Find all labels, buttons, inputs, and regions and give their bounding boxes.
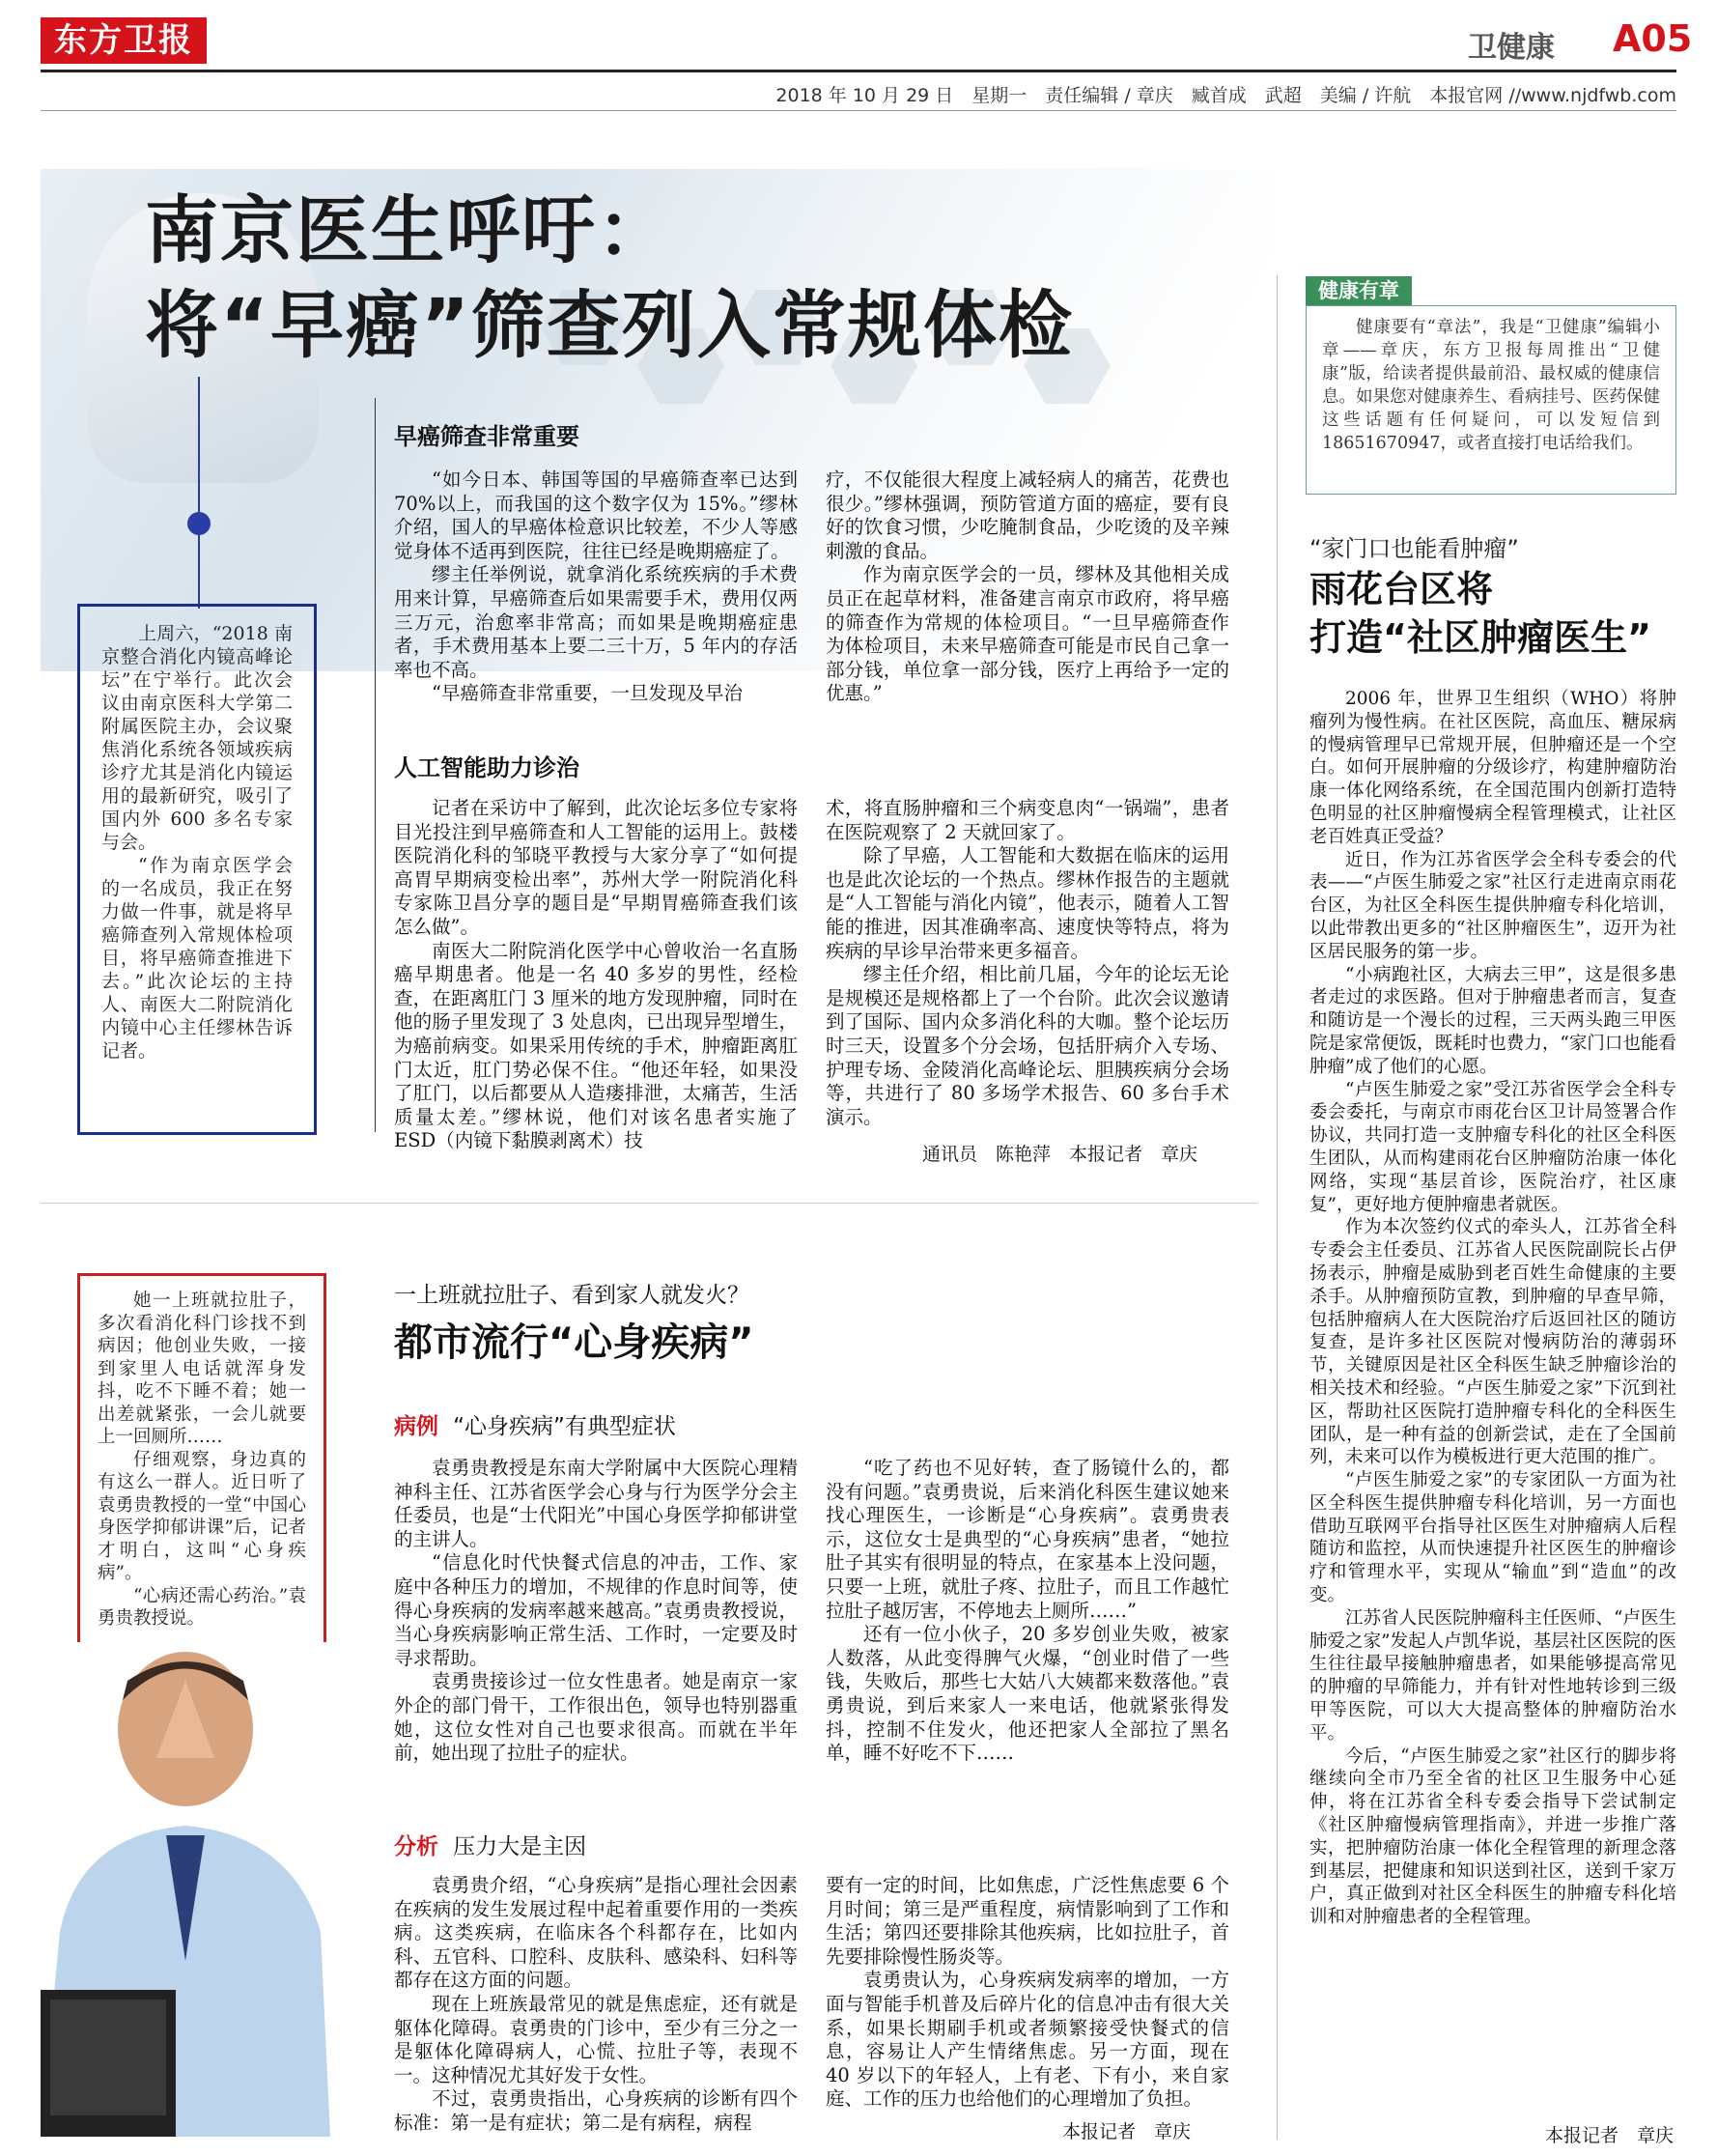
part-title: 压力大是主因: [453, 1834, 587, 1859]
column-divider: [1277, 275, 1278, 2140]
byline: 通讯员 陈艳萍 本报记者 章庆: [922, 1144, 1198, 1165]
lead-paragraph: 上周六，“2018 南京整合消化内镜高峰论坛”在宁举行。此次会议由南京医科大学第二附属医院主办，会议聚焦消化系统各领域疾病诊疗尤其是消化内镜运用的最新研究，吸引了国内外 600 多名专家与会。: [101, 623, 293, 853]
paragraph: 今后，“卢医生肺爱之家”社区行的脚步将继续向全市乃至全省的社区卫生服务中心延伸，将在江苏省全科专委会指导下尝试制定《社区肿瘤慢病管理指南》，并进一步推广落实，把肿瘤防治康一体化全程管理的新理念落到基层，把健康和知识送到社区，送到千家万户，真正做到对社区全科医生的肿瘤专科化培训和对肿瘤患者的全程管理。: [1309, 1745, 1676, 1928]
paragraph: 2006 年，世界卫生组织（WHO）将肿瘤列为慢性病。在社区医院，高血压、糖尿病的慢病管理早已常规开展，但肿瘤还是一个空白。如何开展肿瘤的分级诊疗，构建肿瘤防治康一体化网络系统，在全国范围内创新打造特色明显的社区肿瘤慢病全程管理模式，让社区老百姓真正受益？: [1309, 689, 1676, 847]
paragraph: “吃了药也不见好转，查了肠镜什么的，都没有问题。”袁勇贵说，后来消化科医生建议她来找心理医生，一诊断是“心身疾病”。袁勇贵表示，这位女士是典型的“心身疾病”患者，“她拉肚子其实有很明显的特点，在家基本上没问题，只要一上班，就肚子疼、拉肚子，而且工作越忙拉肚子越厉害，不停地去上厕所……”: [826, 1457, 1229, 1622]
article-column: [394, 1874, 798, 2136]
paragraph: “早癌筛查非常重要，一旦发现及早治: [432, 682, 743, 705]
right-story-body: [1309, 688, 1676, 1929]
decorative-dot: [187, 512, 211, 535]
column-box: [1306, 305, 1676, 495]
section-title-ai: 人工智能助力诊治: [394, 754, 579, 781]
decorative-line: [198, 377, 200, 609]
paragraph: 术，将直肠肿瘤和三个病变息肉“一锅端”，患者在医院观察了 2 天就回家了。: [826, 797, 1229, 843]
paragraph: “如今日本、韩国等国的早癌筛查率已达到 70%以上，而我国的这个数字仅为 15%。”缪林介绍，国人的早癌体检意识比较差，不少人等感觉身体不适再到医院，往往已经是晚期癌症了。: [394, 468, 798, 562]
paragraph: “卢医生肺爱之家”的专家团队一方面为社区全科医生提供肿瘤专科化培训，另一方面也借助互联网平台指导社区医生对肿瘤病人后程随访和监控，从而快速提升社区医生的肿瘤诊疗和管理水平，实现从“输血”到“造血”的改变。: [1309, 1470, 1676, 1606]
paragraph: 除了早癌，人工智能和大数据在临床的运用也是此次论坛的一个热点。缪林作报告的主题就是“人工智能与消化内镜”，他表示，随着人工智能的推进，因其准确率高、速度快等特点，将为疾病的早诊早治带来更多福音。: [826, 844, 1229, 962]
part-title: “心身疾病”有典型症状: [453, 1414, 676, 1439]
page-number: A05: [1613, 17, 1693, 60]
masthead-rule-thin: [41, 110, 1676, 111]
newspaper-logo: 东方卫报: [41, 17, 207, 64]
byline: 本报记者 章庆: [1545, 2125, 1675, 2146]
paragraph: 江苏省人民医院肿瘤科主任医师、“卢医生肺爱之家”发起人卢凯华说，基层社区医院的医生往往最早接触肿瘤患者，如果能够提高常见的肿瘤的早筛能力，并有针对性地转诊到三级甲等医院，可以大大提高整体的肿瘤防治水平。: [1309, 1607, 1676, 1744]
paragraph: 记者在采访中了解到，此次论坛多位专家将目光投注到早癌筛查和人工智能的运用上。鼓楼医院消化科的邹晓平教授与大家分享了“如何提高胃早期病变检出率”，苏州大学一附院消化科专家陈卫昌分享的题目是“早期胃癌筛查我们该怎么做”。: [394, 797, 798, 938]
part-heading: [394, 1408, 676, 1440]
main-headline: [145, 184, 1074, 373]
paragraph: 袁勇贵教授是东南大学附属中大医院心理精神科主任、江苏省医学会心身与行为医学分会主任委员，也是“士代阳光”中国心身医学抑郁讲堂的主讲人。: [394, 1457, 798, 1550]
paragraph: 要有一定的时间，比如焦虑，广泛性焦虑要 6 个月时间；第三是严重程度，病情影响到了工作和生活；第四还要排除其他疾病，比如拉肚子，首先要排除慢性肠炎等。: [826, 1874, 1229, 1968]
paragraph: 不过，袁勇贵指出，心身疾病的诊断有四个标准：第一是有症状；第二是有病程，病程: [394, 2087, 798, 2134]
article-column: [394, 468, 798, 706]
intro-paragraph: 她一上班就拉肚子，多次看消化科门诊找不到病因；他创业失败，一接到家里人电话就浑身发抖，吃不下睡不着；她一出差就紧张，一会儿就要上一回厕所……: [98, 1291, 306, 1447]
section-name: 卫健康: [1468, 31, 1555, 65]
article-column: [826, 1874, 1229, 2112]
right-headline-line1: 雨花台区将: [1309, 568, 1494, 610]
right-story-kicker: “家门口也能看肿瘤”: [1309, 535, 1519, 562]
paragraph: 疗，不仅能很大程度上减轻病人的痛苦，花费也很少。”缪林强调，预防管道方面的癌症，要有良好的饮食习惯，少吃腌制食品，少吃烫的及辛辣刺激的食品。: [826, 468, 1229, 562]
story-headline: 都市流行“心身疾病”: [394, 1320, 754, 1365]
intro-paragraph: 仔细观察，身边真的有这么一群人。近日听了袁勇贵教授的一堂“中国心身医学抑郁讲课”后，记者才明白，这叫“心身疾病”。: [98, 1449, 306, 1583]
paragraph: 作为本次签约仪式的牵头人，江苏省全科专委会主任委员、江苏省人民医院副院长占伊扬表示，肿瘤是威胁到老百姓生命健康的主要杀手。从肿瘤预防宣教，到肿瘤的早查早筛，包括肿瘤病人在大医院治疗后返回社区的随访复查，是许多社区医院对慢病防治的薄弱环节，关键原因是社区全科医生缺乏肿瘤诊治的相关技术和经验。“卢医生肺爱之家”下沉到社区，帮助社区医院打造肿瘤专科化的全科医生团队，是一种有益的创新尝试，走在了全国前列，未来可以作为模板进行更大范围的推广。: [1309, 1217, 1676, 1468]
article-column: [826, 468, 1229, 706]
paragraph: 袁勇贵认为，心身疾病发病率的增加，一方面与智能手机普及后碎片化的信息冲击有很大关系，如果长期刷手机或者频繁接受快餐式的信息，容易让人产生情绪焦虑。另一方面，现在 40 岁以下的年轻人，上有老、下有小，来自家庭、工作的压力也给他们的心理增加了负担。: [826, 1969, 1229, 2111]
paragraph: 袁勇贵接诊过一位女性患者。她是南京一家外企的部门骨干，工作很出色，领导也特别器重她，这位女性对自己也要求很高。而就在半年前，她出现了拉肚子的症状。: [394, 1670, 798, 1765]
paragraph: 缪主任介绍，相比前几届，今年的论坛无论是规模还是规格都上了一个台阶。此次会议邀请到了国际、国内众多消化科的大咖。整个论坛历时三天，设置多个分会场，包括肝病介入专场、护理专场、金陵消化高峰论坛、胆胰疾病分会场等，共进行了 80 多场学术报告、60 多台手术演示。: [826, 963, 1229, 1128]
intro-box: [77, 1273, 326, 1660]
lead-paragraph: “作为南京医学会的一名成员，我正在努力做一件事，就是将早癌筛查列入常规体检项目，将早癌筛查推进下去。”此次论坛的主持人、南医大二附院消化内镜中心主任缪林告诉记者。: [101, 855, 293, 1062]
paragraph: 现在上班族最常见的就是焦虑症，还有就是躯体化障碍。袁勇贵的门诊中，至少有三分之一是躯体化障碍病人，心慌、拉肚子等，表现不一。这种情况尤其好发于女性。: [394, 1992, 798, 2086]
article-column: [394, 797, 798, 1153]
paragraph: 南医大二附院消化医学中心曾收治一名直肠癌早期患者。他是一名 40 多岁的男性，经检查，在距离肛门 3 厘米的地方发现肿瘤，同时在他的肠子里发现了 3 处息肉，已出现异型增生，为癌前病变。如果采用传统的手术，肿瘤距离肛门太近，肛门势必保不住。“他还年轻，如果没了肛门，以后都要从人造瘘排泄，太痛苦，生活质量太差。”缪林说，他们对该名患者实施了 ESD（内镜下黏膜剥离术）技: [394, 939, 798, 1152]
story-divider: [41, 1203, 1257, 1204]
paragraph: “卢医生肺爱之家”受江苏省医学会全科专委会委托，与南京市雨花台区卫计局签署合作协议，共同打造一支肿瘤专科化的社区全科医生团队，从而构建雨花台区肿瘤防治康一体化网络，实现“基层首诊，医院治疗，社区康复”，更好地方便肿瘤患者就医。: [1309, 1079, 1676, 1215]
dateline: 2018 年 10 月 29 日 星期一 责任编辑 / 章庆 臧首成 武超 美编 / 许航 本报官网 //www.njdfwb.com: [775, 85, 1676, 106]
part-tag: 病例: [394, 1414, 438, 1439]
paragraph: 近日，作为江苏省医学会全科专委会的代表——“卢医生肺爱之家”社区行走进南京雨花台区，为社区全科医生提供肿瘤专科化培训，以此带教出更多的“社区肿瘤医生”，迈开为社区居民服务的第一步。: [1309, 849, 1676, 962]
lead-box: [77, 604, 317, 1135]
story-kicker: 一上班就拉肚子、看到家人就发火？: [394, 1283, 749, 1308]
part-tag: 分析: [394, 1834, 438, 1859]
stressed-man-photo: [41, 1642, 369, 2137]
main-headline-line2: 将“早癌”筛查列入常规体检: [145, 282, 1074, 368]
part-heading: [394, 1829, 586, 1860]
paragraph: 还有一位小伙子，20 多岁创业失败，被家人数落，从此变得脾气火爆，“创业时借了一些钱，失败后，那些七大姑八大姨都来数落他。”袁勇贵说，到后来家人一来电话，他就紧张得发抖，控制不住发火，他还把家人全部拉了黑名单，睡不好吃不下……: [826, 1623, 1229, 1765]
paragraph: “信息化时代快餐式信息的冲击，工作、家庭中各种压力的增加，不规律的作息时间等，使得心身疾病的发病率越来越高。”袁勇贵教授说，当心身疾病影响正常生活、工作时，一定要及时寻求帮助。: [394, 1551, 798, 1669]
paragraph: 缪主任举例说，就拿消化系统疾病的手术费用来计算，早癌筛查后如果需要手术，费用仅两三万元，治愈率非常高；而如果是晚期癌症患者，手术费用基本上要二三十万，5 年内的存活率也不高。: [394, 563, 798, 681]
paragraph: 作为南京医学会的一员，缪林及其他相关成员正在起草材料，准备建言南京市政府，将早癌的筛查作为常规的体检项目。“一旦早癌筛查作为体检项目，未来早癌筛查可能是市民自己拿一部分钱，单位拿一部分钱，医疗上再给予一定的优惠。”: [826, 563, 1229, 705]
right-story-headline: [1309, 565, 1651, 662]
paragraph: 袁勇贵介绍，“心身疾病”是指心理社会因素在疾病的发生发展过程中起着重要作用的一类疾病。这类疾病，在临床各个科都存在，比如内科、五官科、口腔科、皮肤科、感染科、妇科等都存在这方面的问题。: [394, 1874, 798, 1992]
column-text: 健康要有“章法”，我是“卫健康”编辑小章——章庆，东方卫报每周推出“卫健康”版，给读者提供最前沿、最权威的健康信息。如果您对健康养生、看病挂号、医药保健这些话题有任何疑问，可以发短信到 18651670947，或者直接打电话给我们。: [1322, 318, 1660, 453]
column-divider: [375, 398, 376, 1132]
article-column: [826, 1457, 1229, 1766]
article-column: [826, 797, 1229, 1129]
paragraph: “小病跑社区，大病去三甲”，这是很多患者走过的求医路。但对于肿瘤患者而言，复查和随访是一个漫长的过程，三天两头跑三甲医院是家常便饭，既耗时也费力，“家门口也能看肿瘤”成了他们的心愿。: [1309, 964, 1676, 1077]
byline: 本报记者 章庆: [1062, 2121, 1192, 2142]
masthead-rule: [41, 70, 1676, 72]
column-label: 健康有章: [1306, 276, 1412, 305]
right-headline-line2: 打造“社区肿瘤医生”: [1309, 616, 1651, 659]
intro-paragraph: “心病还需心药治。”袁勇贵教授说。: [98, 1585, 306, 1629]
section-title-early-screening: 早癌筛查非常重要: [394, 423, 579, 450]
article-column: [394, 1457, 798, 1766]
main-headline-line1: 南京医生呼吁：: [145, 187, 672, 273]
